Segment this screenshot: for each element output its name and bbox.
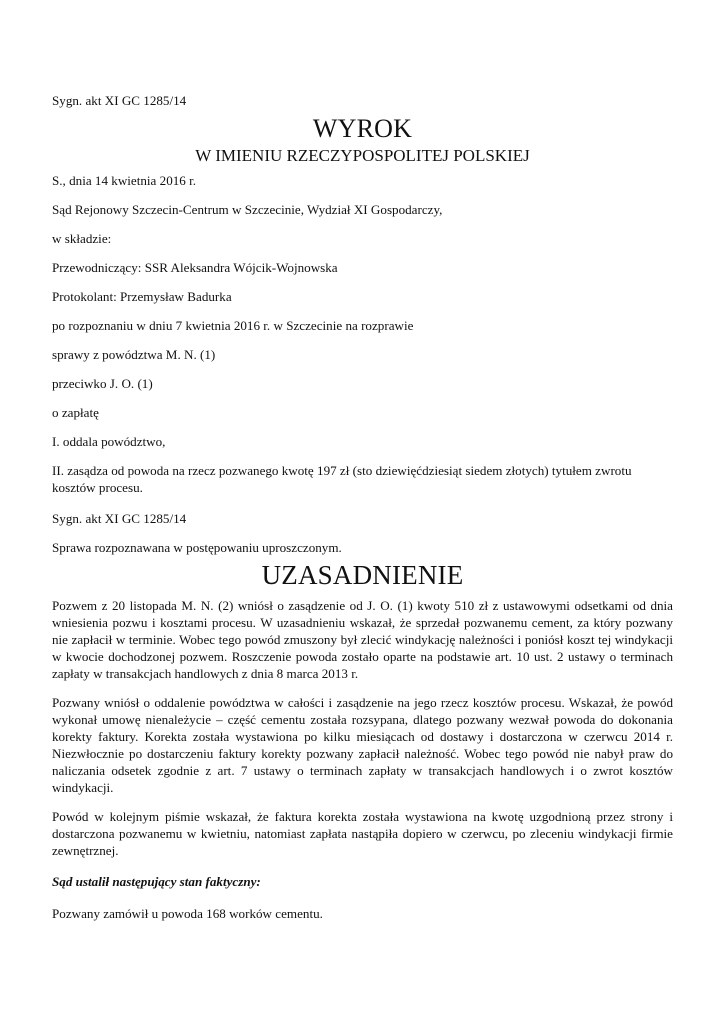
claimant-line: sprawy z powództwa M. N. (1) (52, 347, 216, 362)
justification-paragraph-3: Powód w kolejnym piśmie wskazał, że faktura korekta została wystawiona na kwotę uzgodnioną przez strony i dostarczona pozwanemu w kwietniu, natomiast zapłata nastąpiła dopiero w czerwcu, po zleceniu windykacji firmie zewnętrznej. (52, 809, 673, 858)
case-reference-bottom: Sygn. akt XI GC 1285/14 (52, 511, 187, 526)
place-and-date: S., dnia 14 kwietnia 2016 r. (52, 173, 197, 188)
case-reference-top: Sygn. akt XI GC 1285/14 (52, 93, 187, 108)
ruling-item-1: I. oddala powództwo, (52, 434, 166, 449)
findings-heading: Sąd ustalił następujący stan faktyczny: (52, 874, 261, 889)
court-name: Sąd Rejonowy Szczecin-Centrum w Szczecinie, Wydział XI Gospodarczy, (52, 202, 443, 217)
court-clerk: Protokolant: Przemysław Badurka (52, 289, 232, 304)
justification-paragraph-2: Pozwany wniósł o oddalenie powództwa w całości i zasądzenie na jego rzecz kosztów procesu. Wskazał, że powód wykonał umowę nienależycie – część cementu została rozsypana, dlatego pozwany wezwał powoda do dokonania korekty faktury. Korekta została wystawiona po kilku miesiącach od dostawy i dostarczona w czerwcu 2014 r. Niezwłocznie po dostarczeniu faktury korekty pozwany zapłacił należność. Wobec tego powód nie nabył praw do naliczania odsetek zgodnie z art. 7 ustawy o terminach zapłaty w transakcjach handlowych i o zwrot kosztów windykacji. (52, 695, 673, 795)
procedure-note: Sprawa rozpoznawana w postępowaniu uproszczonym. (52, 540, 342, 555)
judgment-title: WYROK (312, 114, 413, 143)
hearing-details: po rozpoznaniu w dniu 7 kwietnia 2016 r. w Szczecinie na rozprawie (52, 318, 414, 333)
finding-item-1: Pozwany zamówił u powoda 168 worków cementu. (52, 906, 323, 921)
defendant-line: przeciwko J. O. (1) (52, 376, 153, 391)
composition-label: w składzie: (52, 231, 112, 246)
justification-paragraph-1: Pozwem z 20 listopada M. N. (2) wniósł o zasądzenie od J. O. (1) kwoty 510 zł z ustawowymi odsetkami od dnia wniesienia pozwu i kosztami procesu. W uzasadnieniu wskazał, że sprzedał pozwanemu cement, za który pozwany nie zapłacił w terminie. Wobec tego powód zmuszony był zlecić windykację należności i poniósł koszt tej windykacji w kwocie dochodzonej pozwem. Roszczenie powoda zostało oparte na podstawie art. 10 ust. 2 ustawy o terminach zapłaty w transakcjach handlowych z dnia 8 marca 2013 r. (52, 598, 673, 681)
ruling-item-2: II. zasądza od powoda na rzecz pozwanego kwotę 197 zł (sto dziewięćdziesiąt siedem złotych) tytułem zwrotu kosztów procesu. (52, 463, 632, 495)
judgment-subtitle: W IMIENIU RZECZYPOSPOLITEJ POLSKIEJ (195, 146, 530, 165)
justification-title: UZASADNIENIE (261, 560, 464, 590)
presiding-judge: Przewodniczący: SSR Aleksandra Wójcik-Wojnowska (52, 260, 338, 275)
case-subject: o zapłatę (52, 405, 99, 420)
